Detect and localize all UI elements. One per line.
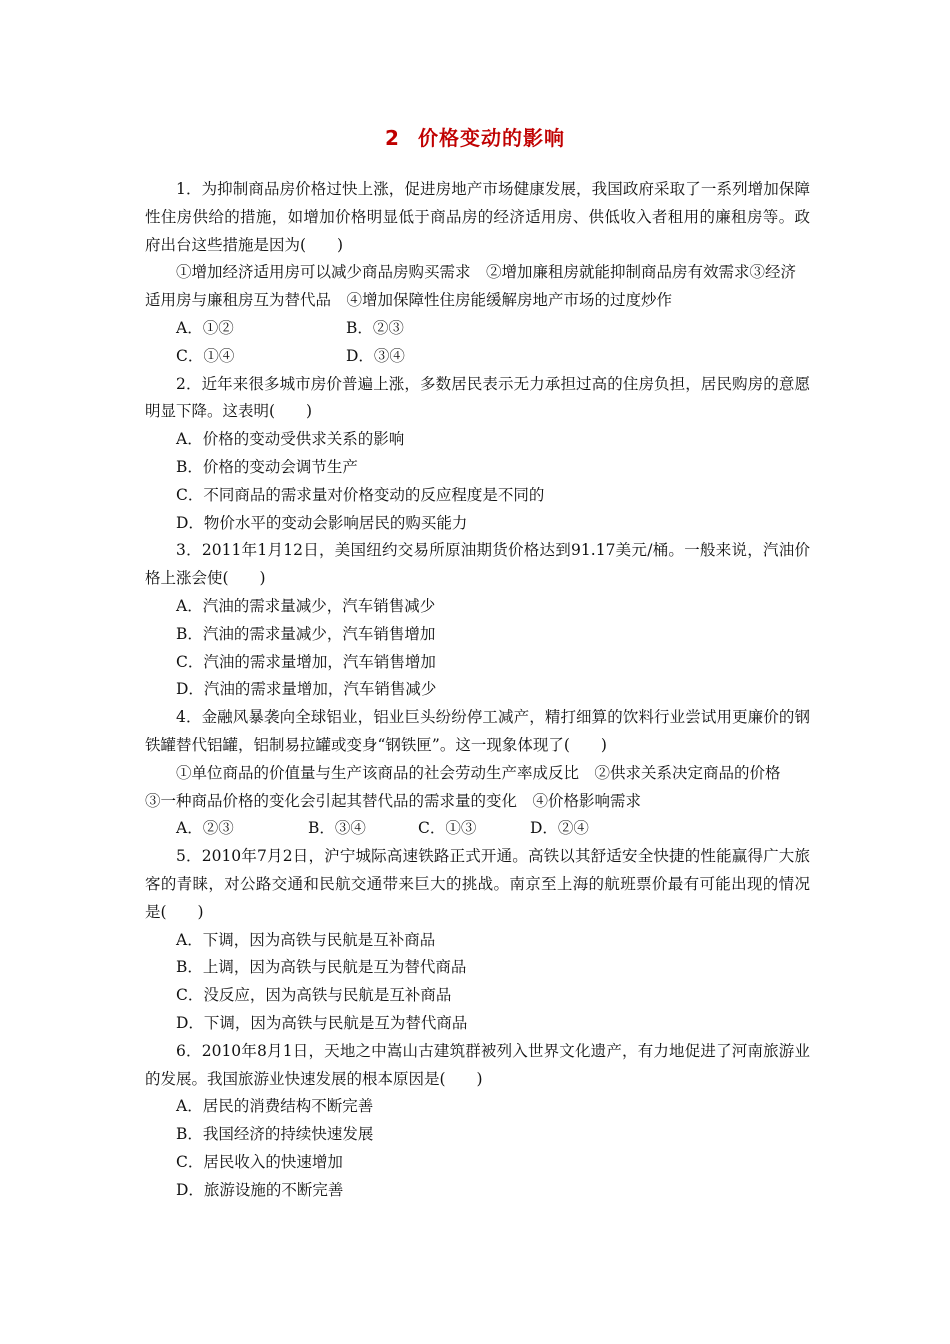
option-b: B．③④ (308, 819, 366, 838)
question-6-stem: 6．2010年8月1日，天地之中嵩山古建筑群被列入世界文化遗产，有力地促进了河南旅游业的发展。我国旅游业快速发展的根本原因是( ) (145, 1041, 810, 1088)
option-d: D．物价水平的变动会影响居民的购买能力 (176, 513, 468, 532)
question-4-statements: ①单位商品的价值量与生产该商品的社会劳动生产率成反比 ②供求关系决定商品的价格 ③一种商品价格的变化会引起其替代品的需求量的变化 ④价格影响需求 (145, 763, 797, 810)
question-1-statements: ①增加经济适用房可以减少商品房购买需求 ②增加廉租房就能抑制商品房有效需求③经济适用房与廉租房互为替代品 ④增加保障性住房能缓解房地产市场的过度炒作 (145, 263, 797, 310)
option-d: D．下调，因为高铁与民航是互为替代商品 (176, 1013, 468, 1032)
option-d: D．②④ (530, 819, 589, 838)
option-a: A．②③ (176, 819, 234, 838)
section-title: 价格变动的影响 (417, 126, 565, 150)
option-b: B．上调，因为高铁与民航是互为替代商品 (176, 958, 467, 977)
option-d: D．③④ (346, 346, 405, 365)
page-title (0, 122, 950, 151)
question-3-stem: 3．2011年1月12日，美国纽约交易所原油期货价格达到91.17美元/桶。一般来说，汽油价格上涨会使( ) (145, 541, 810, 588)
option-c: C．①④ (176, 346, 235, 365)
option-b: B．价格的变动会调节生产 (176, 457, 358, 476)
option-c: C．①③ (418, 819, 477, 838)
option-c: C．居民收入的快速增加 (176, 1152, 343, 1171)
option-d: D．汽油的需求量增加，汽车销售减少 (176, 680, 437, 699)
option-a: A．价格的变动受供求关系的影响 (176, 430, 405, 449)
option-d: D．旅游设施的不断完善 (176, 1180, 344, 1199)
option-a: A．汽油的需求量减少，汽车销售减少 (176, 596, 436, 615)
option-b: B．②③ (346, 318, 404, 337)
question-1-options-row-1 (145, 315, 810, 343)
option-a: A．下调，因为高铁与民航是互补商品 (176, 930, 436, 949)
question-2-stem: 2．近年来很多城市房价普遍上涨，多数居民表示无力承担过高的住房负担，居民购房的意愿明显下降。这表明( ) (145, 374, 810, 421)
question-1-stem: 1．为抑制商品房价格过快上涨，促进房地产市场健康发展，我国政府采取了一系列增加保障性住房供给的措施，如增加价格明显低于商品房的经济适用房、供低收入者租用的廉租房等。政府出台这些措施是因为( ) (145, 180, 810, 254)
question-1-options-row-2 (145, 343, 810, 371)
option-c: C．不同商品的需求量对价格变动的反应程度是不同的 (176, 485, 545, 504)
question-list (145, 176, 810, 1204)
option-a: A．居民的消费结构不断完善 (176, 1097, 374, 1116)
section-number: 2 (385, 126, 400, 150)
option-c: C．没反应，因为高铁与民航是互补商品 (176, 986, 452, 1005)
option-b: B．汽油的需求量减少，汽车销售增加 (176, 624, 436, 643)
question-4-options-row (145, 815, 810, 843)
option-c: C．汽油的需求量增加，汽车销售增加 (176, 652, 436, 671)
question-5-stem: 5．2010年7月2日，沪宁城际高速铁路正式开通。高铁以其舒适安全快捷的性能赢得广大旅客的青睐，对公路交通和民航交通带来巨大的挑战。南京至上海的航班票价最有可能出现的情况是( ) (145, 847, 810, 921)
option-a: A．①② (176, 318, 234, 337)
option-b: B．我国经济的持续快速发展 (176, 1125, 374, 1144)
question-4-stem: 4．金融风暴袭向全球铝业，铝业巨头纷纷停工减产，精打细算的饮料行业尝试用更廉价的钢铁罐替代铝罐，铝制易拉罐或变身“钢铁匣”。这一现象体现了( ) (145, 708, 810, 754)
